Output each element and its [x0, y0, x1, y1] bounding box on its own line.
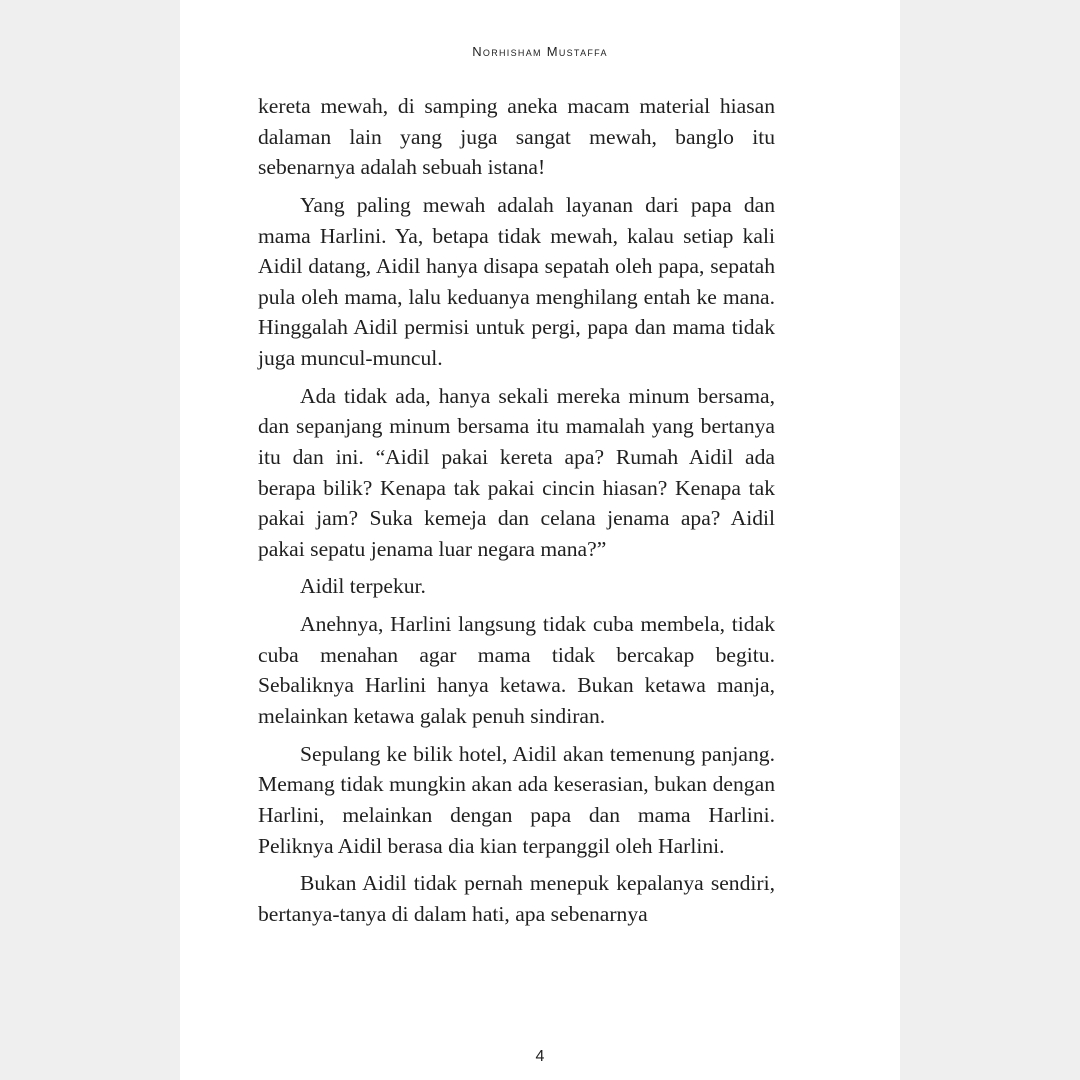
body-text	[258, 91, 775, 937]
paragraph: Ada tidak ada, hanya sekali mereka minum bersama, dan sepanjang minum bersama itu mamalah yang bertanya itu dan ini. “Aidil pakai kereta apa? Rumah Aidil ada berapa bilik? Kenapa tak pakai cincin hiasan? Kenapa tak pakai jam? Suka kemeja dan celana jenama apa? Aidil pakai sepatu jenama luar negara mana?”	[258, 383, 775, 561]
page-number: 4	[535, 1048, 545, 1065]
paragraph: Sepulang ke bilik hotel, Aidil akan temenung panjang. Memang tidak mungkin akan ada keserasian, bukan dengan Harlini, melainkan dengan papa dan mama Harlini. Peliknya Aidil berasa dia kian terpanggil oleh Harlini.	[258, 741, 775, 858]
paragraph: kereta mewah, di samping aneka macam material hiasan dalaman lain yang juga sangat mewah, banglo itu sebenarnya adalah sebuah istana!	[258, 94, 775, 180]
book-page	[180, 0, 900, 1080]
running-head: Norhisham Mustaffa	[472, 44, 608, 59]
paragraph: Aidil terpekur.	[300, 574, 426, 599]
paragraph: Anehnya, Harlini langsung tidak cuba membela, tidak cuba menahan agar mama tidak bercakap begitu. Sebaliknya Harlini hanya ketawa. Bukan ketawa manja, melainkan ketawa galak penuh sindiran.	[258, 612, 775, 729]
paragraph: Bukan Aidil tidak pernah menepuk kepalanya sendiri, bertanya-tanya di dalam hati, apa sebenarnya	[258, 871, 775, 926]
paragraph: Yang paling mewah adalah layanan dari papa dan mama Harlini. Ya, betapa tidak mewah, kalau setiap kali Aidil datang, Aidil hanya disapa sepatah oleh papa, sepatah pula oleh mama, lalu keduanya menghilang entah ke mana. Hinggalah Aidil permisi untuk pergi, papa dan mama tidak juga muncul-muncul.	[258, 192, 775, 370]
